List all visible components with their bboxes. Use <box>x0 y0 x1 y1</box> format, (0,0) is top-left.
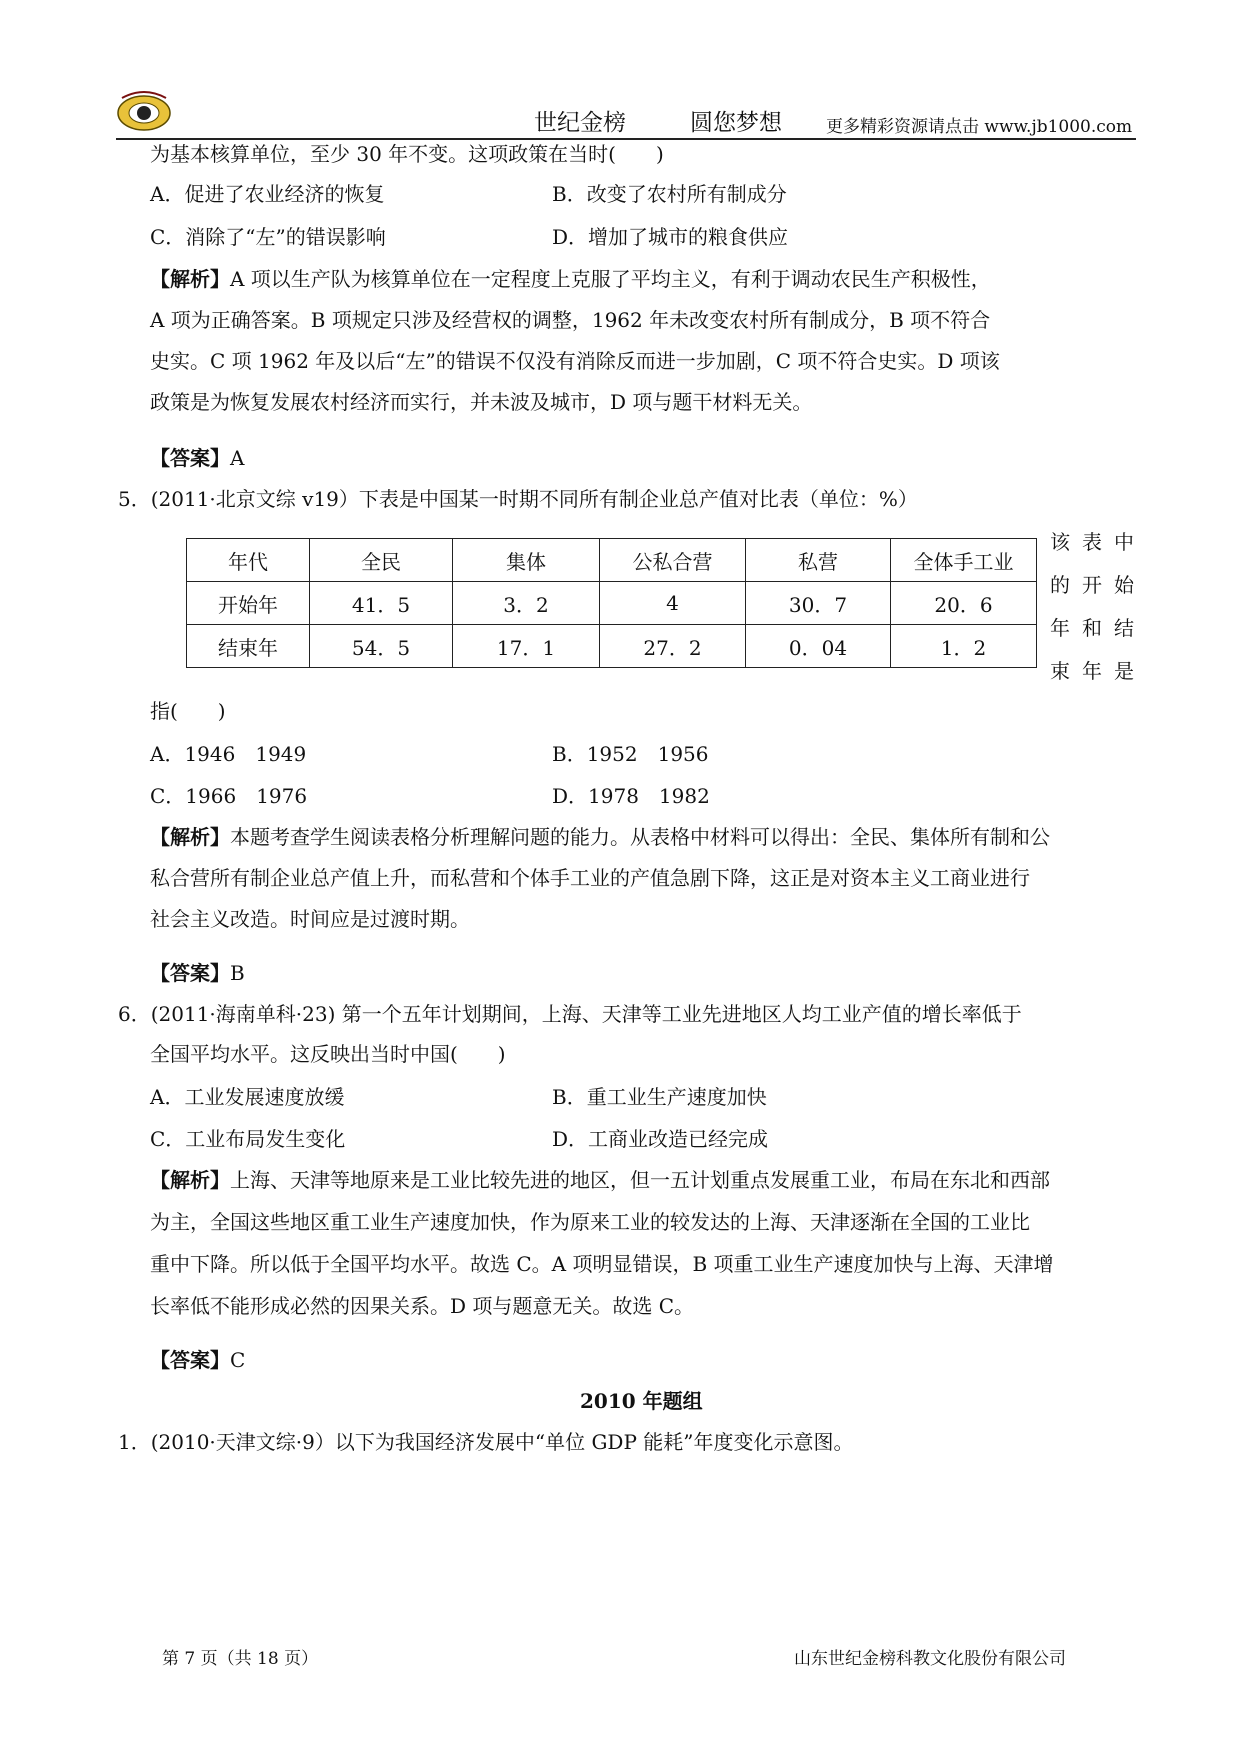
answer-value: B <box>230 961 245 985</box>
table-cell: 3．2 <box>453 582 600 625</box>
q6-option-d: D．工商业改造已经完成 <box>552 1127 769 1151</box>
q5-option-d: D．1978 1982 <box>552 784 710 808</box>
q5-option-a: A．1946 1949 <box>150 742 307 766</box>
q4-stem-tail: 为基本核算单位，至少 30 年不变。这项政策在当时( ) <box>150 142 664 166</box>
header-brand: 世纪金榜 <box>534 110 626 136</box>
q6-analysis-line2: 为主，全国这些地区重工业生产速度加快，作为原来工业的较发达的上海、天津逐渐在全国的工业比 <box>150 1210 1030 1234</box>
table-cell: 17．1 <box>453 625 600 668</box>
answer-tag: 【答案】 <box>150 1348 230 1372</box>
table-header-cell: 全体手工业 <box>891 539 1037 582</box>
q4-option-c: C．消除了“左”的错误影响 <box>150 225 386 249</box>
analysis-text: A 项以生产队为核算单位在一定程度上克服了平均主义，有利于调动农民生产积极性， <box>230 267 991 291</box>
table-cell: 27．2 <box>600 625 746 668</box>
q6-analysis-line3: 重中下降。所以低于全国平均水平。故选 C。A 项明显错误，B 项重工业生产速度加快与上海、天津增 <box>150 1252 1054 1276</box>
q5-side-text-3: 年和结 <box>1050 616 1134 640</box>
table-cell: 1．2 <box>891 625 1037 668</box>
table-cell: 开始年 <box>187 582 310 625</box>
q6-option-c: C．工业布局发生变化 <box>150 1127 346 1151</box>
q5-stem: 5．(2011·北京文综 v19）下表是中国某一时期不同所有制企业总产值对比表（单位：%） <box>118 487 918 511</box>
q6-option-b: B．重工业生产速度加快 <box>552 1085 767 1109</box>
analysis-text: 上海、天津等地原来是工业比较先进的地区，但一五计划重点发展重工业，布局在东北和西部 <box>230 1168 1050 1192</box>
q5-analysis-line2: 私合营所有制企业总产值上升，而私营和个体手工业的产值急剧下降，这正是对资本主义工商业进行 <box>150 866 1030 890</box>
answer-tag: 【答案】 <box>150 446 230 470</box>
table-header-row <box>187 539 1037 582</box>
q5-answer <box>150 959 245 987</box>
analysis-tag: 【解析】 <box>150 1168 230 1192</box>
logo-emblem <box>116 88 172 132</box>
q4-analysis-line3: 史实。C 项 1962 年及以后“左”的错误不仅没有消除反而进一步加剧，C 项不符合史实。D 项该 <box>150 349 1000 373</box>
q4-answer <box>150 444 244 472</box>
q5-side-text-2: 的开始 <box>1050 573 1134 597</box>
q5-option-c: C．1966 1976 <box>150 784 308 808</box>
footer-company: 山东世纪金榜科教文化股份有限公司 <box>794 1649 1066 1669</box>
footer-page-number: 第 7 页（共 18 页） <box>162 1649 319 1669</box>
table-cell: 54．5 <box>310 625 453 668</box>
q5-option-b: B．1952 1956 <box>552 742 709 766</box>
q5-side-text-1: 该表中 <box>1050 530 1134 554</box>
q6-option-a: A．工业发展速度放缓 <box>150 1085 345 1109</box>
answer-value: A <box>230 446 245 470</box>
q5-analysis-line1 <box>150 823 1050 851</box>
q6-analysis-line1 <box>150 1166 1050 1194</box>
table-cell: 0．04 <box>746 625 891 668</box>
q6-analysis-line4: 长率低不能形成必然的因果关系。D 项与题意无关。故选 C。 <box>150 1294 695 1318</box>
answer-value: C <box>230 1348 246 1372</box>
table-header-cell: 公私合营 <box>600 539 746 582</box>
q4-analysis-line4: 政策是为恢复发展农村经济而实行，并未波及城市，D 项与题干材料无关。 <box>150 390 813 414</box>
q6-answer <box>150 1346 245 1374</box>
table-header-cell: 集体 <box>453 539 600 582</box>
q4-analysis-line2: A 项为正确答案。B 项规定只涉及经营权的调整，1962 年未改变农村所有制成分，B 项不符合 <box>150 308 991 332</box>
table-cell: 41．5 <box>310 582 453 625</box>
table-header-cell: 私营 <box>746 539 891 582</box>
analysis-tag: 【解析】 <box>150 825 230 849</box>
header-more-link[interactable]: 更多精彩资源请点击 www.jb1000.com <box>826 117 1133 137</box>
table-cell: 20．6 <box>891 582 1037 625</box>
q4-option-d: D．增加了城市的粮食供应 <box>552 225 789 249</box>
table-header-cell: 年代 <box>187 539 310 582</box>
q4-option-b: B．改变了农村所有制成分 <box>552 182 787 206</box>
q5-stem-tail: 指( ) <box>150 699 226 723</box>
header-slogan: 圆您梦想 <box>690 110 782 136</box>
q6-stem-line2: 全国平均水平。这反映出当时中国( ) <box>150 1042 506 1066</box>
table-cell: 结束年 <box>187 625 310 668</box>
analysis-tag: 【解析】 <box>150 267 230 291</box>
q6-stem-line1: 6．(2011·海南单科·23) 第一个五年计划期间，上海、天津等工业先进地区人均工业产值的增长率低于 <box>118 1002 1022 1026</box>
table-cell: 30．7 <box>746 582 891 625</box>
table-cell: 4 <box>600 582 746 625</box>
q1-stem: 1．(2010·天津文综·9）以下为我国经济发展中“单位 GDP 能耗”年度变化示意图。 <box>118 1430 854 1454</box>
ownership-table <box>186 538 1037 668</box>
table-header-cell: 全民 <box>310 539 453 582</box>
table-row <box>187 625 1037 668</box>
q5-analysis-line3: 社会主义改造。时间应是过渡时期。 <box>150 907 470 931</box>
q5-side-text-4: 束年是 <box>1050 659 1134 683</box>
section-title: 2010 年题组 <box>580 1389 703 1413</box>
q4-analysis-line1 <box>150 265 991 293</box>
table-row <box>187 582 1037 625</box>
answer-tag: 【答案】 <box>150 961 230 985</box>
q4-option-a: A．促进了农业经济的恢复 <box>150 182 385 206</box>
analysis-text: 本题考查学生阅读表格分析理解问题的能力。从表格中材料可以得出：全民、集体所有制和公 <box>230 825 1050 849</box>
